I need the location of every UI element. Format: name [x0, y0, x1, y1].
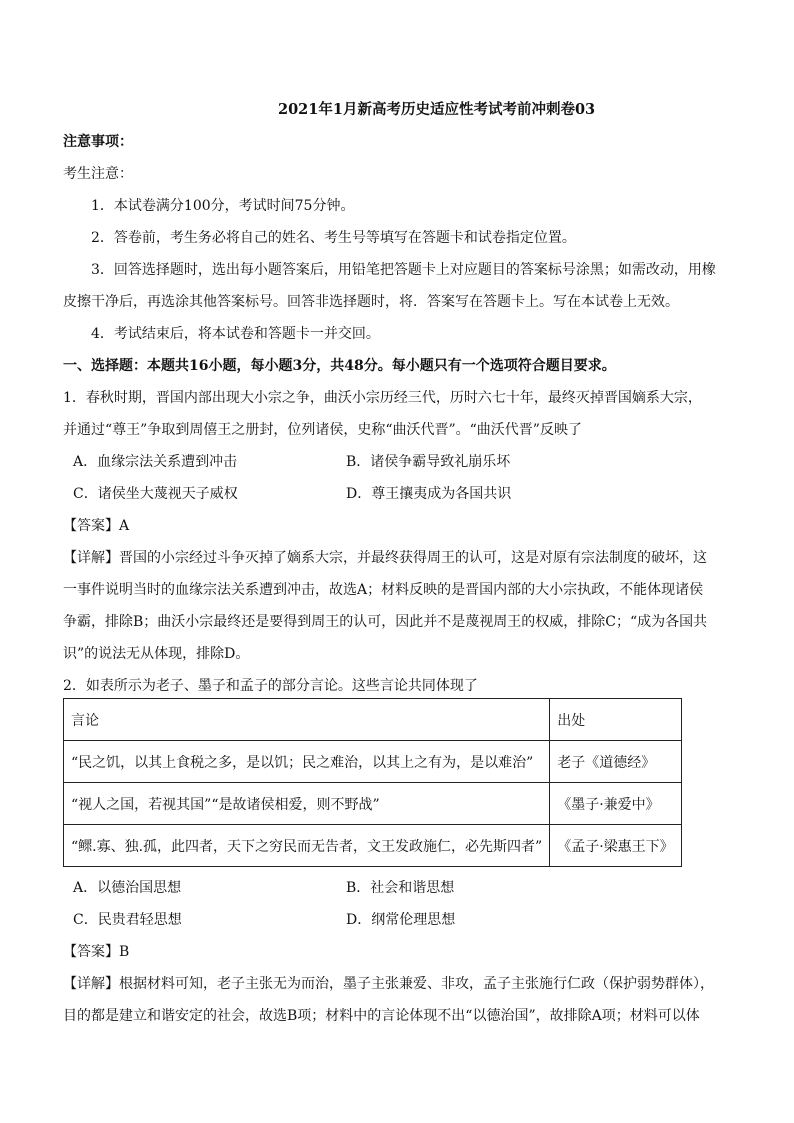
q2-detail-line-2: 目的都是建立和谐安定的社会，故选B项；材料中的言论体现不出“以德治国”，故排除A项；材料可以体: [63, 1008, 700, 1024]
q1-stem-line-2: 并通过“尊王”争取到周僖王之册封，位列诸侯，史称“曲沃代晋”。“曲沃代晋”反映了: [63, 422, 582, 438]
table-cell-statement: “视人之国，若视其国”“是故诸侯相爱，则不野战”: [64, 783, 550, 825]
q1-option-d: D．尊王攘夷成为各国共识: [346, 486, 512, 502]
q1-answer: 【答案】A: [63, 518, 130, 534]
q1-detail-line-1: 【详解】晋国的小宗经过斗争灭掉了嫡系大宗，并最终获得周王的认可，这是对原有宗法制度的破坏，这: [63, 550, 707, 566]
table-cell-source: 《墨子·兼爱中》: [550, 783, 681, 825]
notice-intro: 考生注意：: [63, 166, 133, 182]
table-cell-statement: “民之饥，以其上食税之多，是以饥；民之难治，以其上之有为，是以难治”: [64, 741, 550, 783]
q1-option-c: C．诸侯坐大蔑视天子威权: [73, 486, 238, 502]
table-cell-statement: “鳏.寡、独.孤，此四者，天下之穷民而无告者，文王发政施仁，必先斯四者”: [64, 825, 550, 867]
q2-option-d: D．纲常伦理思想: [346, 912, 456, 928]
q1-detail-line-2: 一事件说明当时的血缘宗法关系遭到冲击，故选A；材料反映的是晋国内部的大小宗执政，不能体现诸侯: [63, 582, 704, 598]
notice-heading: 注意事项：: [63, 134, 133, 150]
table-row: [64, 825, 682, 867]
q2-option-a: A．以德治国思想: [73, 880, 182, 896]
table-row: [64, 783, 682, 825]
table-header-row: [64, 699, 682, 741]
q1-detail-line-4: 识”的说法无从体现，排除D。: [63, 646, 250, 662]
q1-detail-line-3: 争霸，排除B；曲沃小宗最终还是要得到周王的认可，因此并不是蔑视周王的权威，排除C；“成为各国共: [63, 614, 708, 630]
q2-stem: 2．如表所示为老子、墨子和孟子的部分言论。这些言论共同体现了: [63, 678, 478, 694]
section-heading: 一、选择题：本题共16小题，每小题3分，共48分。每小题只有一个选项符合题目要求。: [63, 358, 616, 374]
q2-answer: 【答案】B: [63, 944, 130, 960]
page-title: 2021年1月新高考历史适应性考试考前冲刺卷03: [278, 101, 596, 118]
notice-item-2: 2．答卷前，考生务必将自己的姓名、考生号等填写在答题卡和试卷指定位置。: [91, 230, 576, 246]
q2-quote-table: [63, 698, 682, 867]
q1-option-b: B．诸侯争霸导致礼崩乐坏: [346, 454, 511, 470]
table-cell-source: 老子《道德经》: [550, 741, 681, 783]
q1-stem-line-1: 1．春秋时期，晋国内部出现大小宗之争，曲沃小宗历经三代，历时六七十年，最终灭掉晋国嫡系大宗，: [63, 390, 702, 406]
table-cell-source: 《孟子·梁惠王下》: [550, 825, 681, 867]
q2-detail-line-1: 【详解】根据材料可知，老子主张无为而治，墨子主张兼爱、非攻，孟子主张施行仁政（保护弱势群体），: [63, 976, 714, 992]
q1-option-a: A．血缘宗法关系遭到冲击: [73, 454, 238, 470]
notice-item-1: 1．本试卷满分100分，考试时间75分钟。: [91, 198, 355, 214]
table-row: [64, 741, 682, 783]
table-header-statement: 言论: [64, 699, 550, 741]
q2-option-b: B．社会和谐思想: [346, 880, 455, 896]
q2-option-c: C．民贵君轻思想: [73, 912, 182, 928]
notice-item-3-line-1: 3．回答选择题时，选出每小题答案后，用铅笔把答题卡上对应题目的答案标号涂黑；如需改动，用橡: [91, 262, 716, 278]
notice-item-4: 4．考试结束后，将本试卷和答题卡一并交回。: [91, 326, 380, 342]
notice-item-3-line-2: 皮擦干净后，再选涂其他答案标号。回答非选择题时，将．答案写在答题卡上。写在本试卷上无效。: [63, 294, 679, 310]
table-header-source: 出处: [550, 699, 681, 741]
